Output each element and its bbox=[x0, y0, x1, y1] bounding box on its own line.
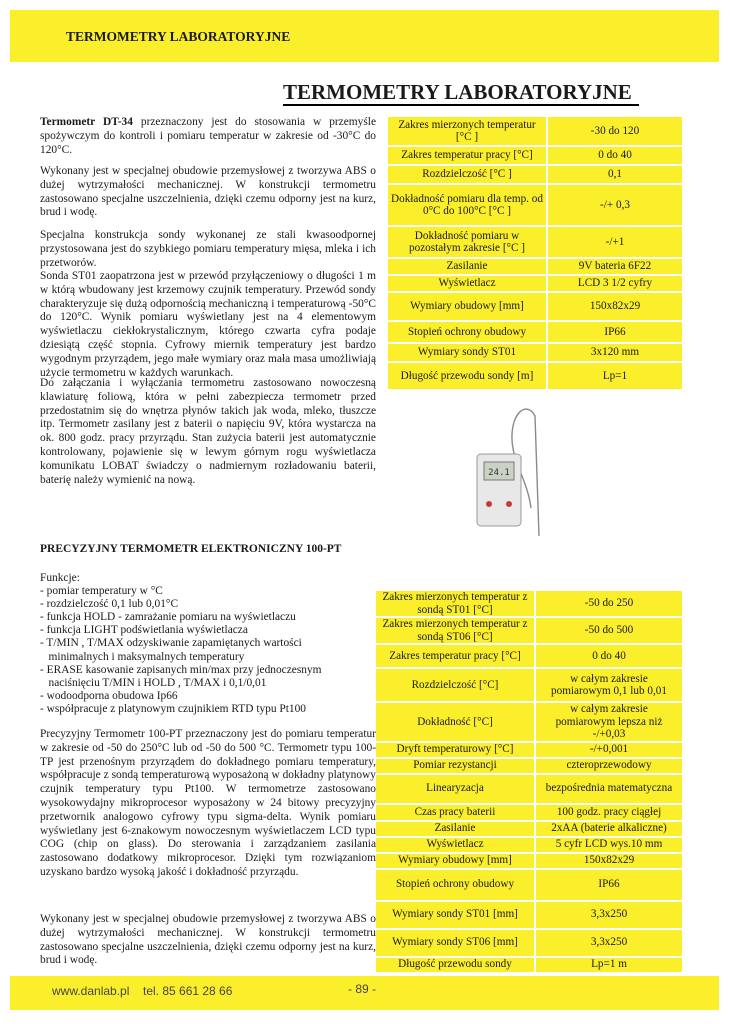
function-item: - rozdzielczość 0,1 lub 0,01°C bbox=[40, 598, 179, 611]
footer-website-link[interactable]: www.danlab.pl bbox=[52, 984, 130, 998]
function-item: - funkcja LIGHT podświetlania wyświetlacza bbox=[40, 624, 248, 637]
function-item: - wodoodporna obudowa Ip66 bbox=[40, 689, 178, 702]
s1-product-name: Termometr DT-34 bbox=[40, 116, 133, 128]
spec-label: Wymiary sondy ST06 [mm] bbox=[376, 930, 536, 956]
thermometer-device-image bbox=[467, 396, 567, 536]
spec-row bbox=[376, 775, 682, 803]
spec-value: bezpośrednia matematyczna bbox=[536, 775, 682, 803]
s1-paragraph-5: Do załączania i wyłączania termometru zastosowano nowoczesną klawiaturę foliową, która w pełni zabezpiecza termometr przed przedostatnim się do wnętrza płynów takich jak woda, mleko, tłuszcze itp. Termometr zasilany jest z baterii o napięciu 9V, która wystarcza na ok. 800 godz. pracy przyrządu. Stan zużycia baterii jest automatycznie kontrolowany, pojawienie się w lewym górnym rogu wyświetlacza komunikatu LOBAT świadczy o nadmiernym rozładowaniu baterii, baterię należy wymienić na nową. bbox=[40, 377, 376, 486]
spec-row bbox=[388, 344, 682, 361]
spec-value: IP66 bbox=[536, 870, 682, 900]
s1-paragraph-2: Wykonany jest w specjalnej obudowie przemysłowej z tworzywa ABS o dużej wytrzymałości mechanicznej. W konstrukcji termometru zastosowano specjalne uszczelnienia, dzięki czemu odporny jest na kurz, brud i wodę. bbox=[40, 165, 376, 219]
spec-label: Wyświetlacz bbox=[376, 838, 536, 852]
s2-paragraph-2: Wykonany jest w specjalnej obudowie przemysłowej z tworzywa ABS o dużej wytrzymałości mechanicznej. W konstrukcji termometru zastosowano specjalne uszczelnienia, dzięki czemu odporny jest na kurz, brud i wodę. bbox=[40, 913, 376, 967]
spec-value: IP66 bbox=[548, 322, 682, 342]
function-item: - T/MIN , T/MAX odzyskiwanie zapamiętanych wartości bbox=[40, 637, 302, 650]
spec-label: Wymiary obudowy [mm] bbox=[388, 293, 548, 320]
spec-row bbox=[388, 293, 682, 320]
spec-row bbox=[376, 854, 682, 868]
spec-value: -/+ 0,3 bbox=[548, 185, 682, 225]
spec-label: Zasilanie bbox=[388, 259, 548, 274]
spec-value: czteroprzewodowy bbox=[536, 759, 682, 773]
spec-value: Lp=1 bbox=[548, 363, 682, 389]
spec-row bbox=[376, 669, 682, 701]
spec-value: -50 do 250 bbox=[536, 591, 682, 616]
function-item: - funkcja HOLD - zamrażanie pomiaru na wyświetlaczu bbox=[40, 611, 296, 624]
spec-row bbox=[388, 166, 682, 183]
s2-title: PRECYZYJNY TERMOMETR ELEKTRONICZNY 100-PT bbox=[40, 543, 342, 555]
spec-label: Rozdzielczość [°C] bbox=[376, 669, 536, 701]
page-number: - 89 - bbox=[348, 982, 377, 996]
spec-value: 3,3x250 bbox=[536, 902, 682, 928]
s2-functions-list bbox=[40, 572, 385, 716]
spec-label: Dryft temperaturowy [°C] bbox=[376, 743, 536, 757]
page-title: TERMOMETRY LABORATORYJNE bbox=[283, 80, 639, 106]
s1-paragraph-1-text: przeznaczony jest do stosowania w przemyśle spożywczym do kontroli i pomiaru temperatur w zakresie od -30°C do 120°C. bbox=[40, 116, 376, 156]
spec-label: Dokładność [°C] bbox=[376, 703, 536, 741]
spec-label: Zakres temperatur pracy [°C] bbox=[376, 645, 536, 667]
spec-value: w całym zakresie pomiarowym 0,1 lub 0,01 bbox=[536, 669, 682, 701]
s2-paragraph-1: Precyzyjny Termometr 100-PT przeznaczony jest do pomiaru temperatur w zakresie od -50 do 250°C lub od -50 do 500 °C. Termometr typu 100-TP jest przenośnym przyrządem do dokładnego pomiaru temperatury, współpracuje z sondą temperaturową wyposażoną w dokładny platynowy czujnik temperatury typu Pt100. W termometrze zastosowano wysokowydajny mikroprocesor wyposażony w 24 bitowy precyzyjny przetwornik analogowo cyfrowy typu sigma-delta. Wynik pomiaru wyświetlany jest 6-znakowym nowoczesnym wyświetlaczem LCD typu COG (chip on glass). Do sterowania i zarządzaniem zasilania zastosowano dodatkowy mikroprocesor. Dzięki tym rozwiązaniom uzyskano bardzo wysoką jakość i dokładność przyrządu. bbox=[40, 728, 376, 878]
spec-value: -/+1 bbox=[548, 227, 682, 257]
spec-value: 3,3x250 bbox=[536, 930, 682, 956]
spec-value: Lp=1 m bbox=[536, 958, 682, 972]
function-item: naciśnięciu T/MIN i HOLD , T/MAX i 0,1/0,01 bbox=[40, 676, 267, 689]
spec-value: 0 do 40 bbox=[548, 147, 682, 164]
spec-value: 3x120 mm bbox=[548, 344, 682, 361]
spec-table-100pt-body bbox=[376, 591, 682, 972]
spec-label: Linearyzacja bbox=[376, 775, 536, 803]
spec-row bbox=[376, 645, 682, 667]
spec-value: 0 do 40 bbox=[536, 645, 682, 667]
spec-value: w całym zakresie pomiarowym lepsza niż -/+0,03 bbox=[536, 703, 682, 741]
s1-paragraph-3: Specjalna konstrukcja sondy wykonanej ze stali kwasoodpornej przystosowana jest do szybkiego pomiaru temperatury mięsa, mleka i ich przetworów. bbox=[40, 229, 376, 269]
spec-label: Zakres temperatur pracy [°C] bbox=[388, 147, 548, 164]
spec-label: Wymiary sondy ST01 bbox=[388, 344, 548, 361]
spec-row bbox=[376, 618, 682, 643]
spec-label: Zasilanie bbox=[376, 822, 536, 836]
spec-row bbox=[376, 902, 682, 928]
function-item: - współpracuje z platynowym czujnikiem RTD typu Pt100 bbox=[40, 702, 306, 715]
spec-value: 150x82x29 bbox=[548, 293, 682, 320]
spec-label: Stopień ochrony obudowy bbox=[376, 870, 536, 900]
function-item: - ERASE kasowanie zapisanych min/max przy jednoczesnym bbox=[40, 663, 322, 676]
device-button-right bbox=[506, 501, 512, 507]
spec-row bbox=[388, 117, 682, 145]
spec-row bbox=[388, 322, 682, 342]
spec-value: -50 do 500 bbox=[536, 618, 682, 643]
spec-row bbox=[376, 743, 682, 757]
header-band-title: TERMOMETRY LABORATORYJNE bbox=[66, 29, 291, 44]
spec-row bbox=[376, 930, 682, 956]
spec-label: Stopień ochrony obudowy bbox=[388, 322, 548, 342]
spec-value: 5 cyfr LCD wys.10 mm bbox=[536, 838, 682, 852]
s1-paragraph-1 bbox=[40, 116, 376, 157]
function-item: minimalnych i maksymalnych temperatury bbox=[40, 650, 245, 663]
device-lcd-value: 24.1 bbox=[488, 468, 510, 478]
spec-label: Zakres mierzonych temperatur z sondą ST01 [°C] bbox=[376, 591, 536, 616]
footer-band bbox=[10, 976, 719, 1010]
spec-row bbox=[388, 147, 682, 164]
spec-label: Zakres mierzonych temperatur z sondą ST06 [°C] bbox=[376, 618, 536, 643]
header-band bbox=[10, 10, 719, 62]
spec-value: 100 godz. pracy ciągłej bbox=[536, 805, 682, 820]
spec-row bbox=[388, 185, 682, 225]
spec-row bbox=[388, 227, 682, 257]
spec-label: Długość przewodu sondy [m] bbox=[388, 363, 548, 389]
spec-value: -30 do 120 bbox=[548, 117, 682, 145]
spec-row bbox=[388, 276, 682, 291]
spec-value: LCD 3 1/2 cyfry bbox=[548, 276, 682, 291]
spec-row bbox=[376, 759, 682, 773]
footer-phone: tel. 85 661 28 66 bbox=[143, 984, 233, 998]
function-item: - pomiar temperatury w °C bbox=[40, 585, 163, 598]
function-item: Funkcje: bbox=[40, 572, 80, 584]
spec-label: Wymiary sondy ST01 [mm] bbox=[376, 902, 536, 928]
spec-label: Wymiary obudowy [mm] bbox=[376, 854, 536, 868]
spec-value: -/+0,001 bbox=[536, 743, 682, 757]
spec-value: 150x82x29 bbox=[536, 854, 682, 868]
spec-value: 0,1 bbox=[548, 166, 682, 183]
spec-table-100pt bbox=[376, 589, 682, 974]
spec-row bbox=[388, 259, 682, 274]
spec-label: Czas pracy baterii bbox=[376, 805, 536, 820]
spec-label: Rozdzielczość [°C ] bbox=[388, 166, 548, 183]
spec-value: 9V bateria 6F22 bbox=[548, 259, 682, 274]
spec-row bbox=[376, 958, 682, 972]
spec-label: Zakres mierzonych temperatur [°C ] bbox=[388, 117, 548, 145]
spec-row bbox=[376, 703, 682, 741]
spec-row bbox=[376, 822, 682, 836]
device-button-left bbox=[486, 501, 492, 507]
spec-label: Wyświetlacz bbox=[388, 276, 548, 291]
spec-table-dt34 bbox=[388, 115, 682, 391]
spec-row bbox=[376, 805, 682, 820]
spec-row bbox=[376, 838, 682, 852]
spec-label: Długość przewodu sondy bbox=[376, 958, 536, 972]
spec-row bbox=[376, 591, 682, 616]
spec-row bbox=[376, 870, 682, 900]
spec-table-dt34-body bbox=[388, 117, 682, 389]
spec-label: Pomiar rezystancji bbox=[376, 759, 536, 773]
s1-paragraph-4: Sonda ST01 zaopatrzona jest w przewód przyłączeniowy o długości 1 m w którą wbudowany jest krzemowy czujnik temperatury. Przewód sondy charakteryzuje się dużą odpornością mechaniczną i temperaturową -50°C do 120°C. Wynik pomiaru wyświetlany jest na 4 elementowym wyświetlaczu ciekłokrystalicznym, którego czwarta cyfra podaje dziesiątą część stopnia. Cyfrowy miernik temperatury jest bardzo wygodnym przyrządem, jego małe wymiary oraz mała masa umożliwiają użycie termometru w każdych warunkach. bbox=[40, 270, 376, 379]
spec-label: Dokładność pomiaru w pozostałym zakresie [°C ] bbox=[388, 227, 548, 257]
spec-value: 2xAA (baterie alkaliczne) bbox=[536, 822, 682, 836]
spec-row bbox=[388, 363, 682, 389]
spec-label: Dokładność pomiaru dla temp. od 0°C do 100°C [°C ] bbox=[388, 185, 548, 225]
